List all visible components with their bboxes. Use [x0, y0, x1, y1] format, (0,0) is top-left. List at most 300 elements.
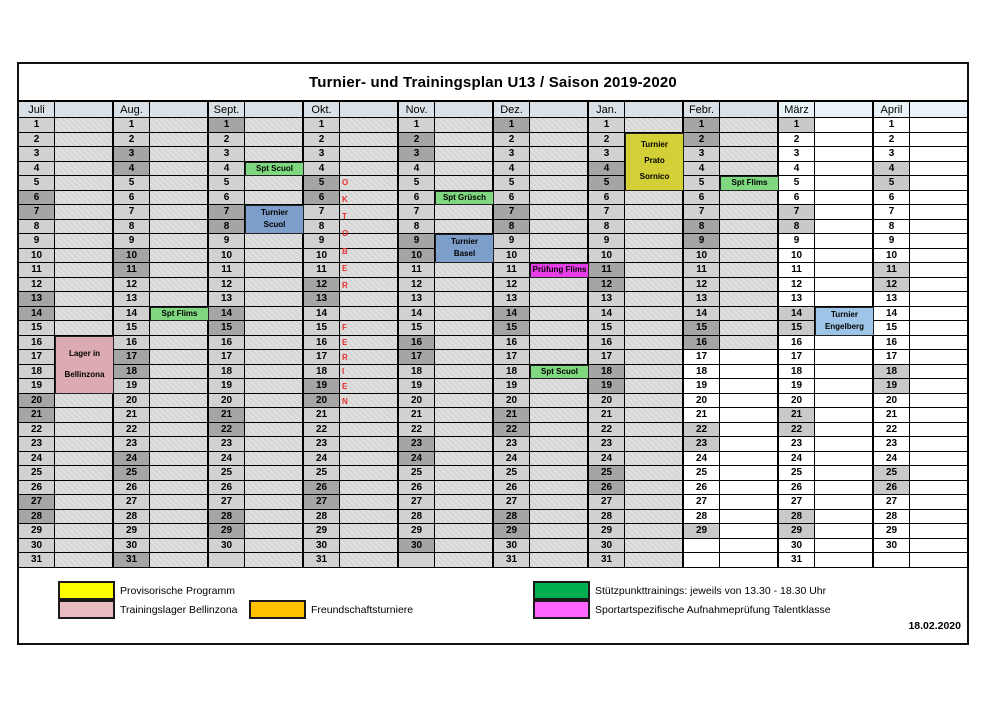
event-cell — [720, 220, 779, 235]
event-cell — [340, 466, 399, 481]
day-cell: 27 — [494, 495, 530, 510]
event-cell — [340, 307, 399, 322]
event-cell — [625, 118, 684, 133]
day-cell: 24 — [209, 452, 245, 467]
event-cell — [245, 133, 304, 148]
event-cell — [55, 539, 114, 554]
day-cell: 25 — [114, 466, 150, 481]
event-cell — [340, 379, 399, 394]
day-cell: 16 — [779, 336, 815, 351]
day-cell: 3 — [684, 147, 720, 162]
day-cell: 30 — [494, 539, 530, 554]
day-cell: 11 — [399, 263, 435, 278]
event-cell — [340, 292, 399, 307]
day-cell: 4 — [304, 162, 340, 177]
day-cell: 15 — [19, 321, 55, 336]
day-cell: 27 — [399, 495, 435, 510]
day-cell: 29 — [19, 524, 55, 539]
day-cell: 5 — [19, 176, 55, 191]
day-cell: 2 — [19, 133, 55, 148]
month-header-event-col — [910, 102, 969, 118]
day-cell: 15 — [779, 321, 815, 336]
day-cell: 12 — [209, 278, 245, 293]
event-cell — [910, 118, 969, 133]
event-cell — [150, 510, 209, 525]
event-cell — [55, 191, 114, 206]
day-cell: 16 — [874, 336, 910, 351]
day-cell: 3 — [19, 147, 55, 162]
day-cell: 5 — [779, 176, 815, 191]
day-cell: 8 — [304, 220, 340, 235]
annotation-letter: R — [342, 352, 348, 362]
event-cell — [340, 350, 399, 365]
day-cell: 20 — [779, 394, 815, 409]
day-cell: 13 — [209, 292, 245, 307]
event-cell — [340, 191, 399, 206]
event-cell — [150, 147, 209, 162]
event-cell — [340, 481, 399, 496]
day-cell: 28 — [494, 510, 530, 525]
event-cell — [530, 147, 589, 162]
event-cell — [625, 278, 684, 293]
event-cell — [150, 205, 209, 220]
event-cell — [55, 133, 114, 148]
day-cell: 4 — [779, 162, 815, 177]
day-cell: 7 — [779, 205, 815, 220]
event-label-line: Scuol — [263, 220, 286, 230]
calendar-event-turnier-prato-sornico — [625, 133, 684, 191]
event-label-line: Spt Grüsch — [442, 192, 487, 202]
day-cell: 22 — [19, 423, 55, 438]
event-cell — [340, 539, 399, 554]
event-cell — [625, 336, 684, 351]
event-cell — [720, 466, 779, 481]
legend-label-provisorisch: Provisorische Programm — [120, 584, 235, 597]
month-header: Febr. — [684, 102, 720, 118]
day-cell: 3 — [209, 147, 245, 162]
event-cell — [720, 481, 779, 496]
event-label-line: Prüfung Flims — [532, 265, 587, 275]
event-cell — [435, 466, 494, 481]
event-cell — [245, 365, 304, 380]
event-cell — [625, 394, 684, 409]
day-cell: 6 — [209, 191, 245, 206]
day-cell: 7 — [304, 205, 340, 220]
event-cell — [435, 147, 494, 162]
event-cell — [55, 147, 114, 162]
event-cell — [910, 524, 969, 539]
event-cell — [245, 321, 304, 336]
event-cell — [530, 466, 589, 481]
event-cell — [910, 234, 969, 249]
event-label-line: Basel — [453, 249, 476, 259]
day-cell: 6 — [779, 191, 815, 206]
event-label-line: Bellinzona — [64, 370, 105, 380]
event-cell — [435, 350, 494, 365]
day-cell: 18 — [589, 365, 625, 380]
event-cell — [245, 452, 304, 467]
day-cell: 8 — [684, 220, 720, 235]
event-cell — [340, 423, 399, 438]
day-cell: 30 — [304, 539, 340, 554]
event-cell — [150, 437, 209, 452]
day-cell: 20 — [19, 394, 55, 409]
month-header-event-col — [340, 102, 399, 118]
month-header-event-col — [720, 102, 779, 118]
day-cell: 1 — [874, 118, 910, 133]
event-cell — [245, 423, 304, 438]
day-cell: 2 — [209, 133, 245, 148]
day-cell: 14 — [114, 307, 150, 322]
day-cell: 20 — [874, 394, 910, 409]
day-cell: 17 — [19, 350, 55, 365]
day-cell: 21 — [19, 408, 55, 423]
day-cell: 29 — [779, 524, 815, 539]
annotation-letter: T — [342, 212, 347, 222]
event-cell — [910, 205, 969, 220]
day-cell: 25 — [779, 466, 815, 481]
event-cell — [815, 466, 874, 481]
day-cell: 21 — [779, 408, 815, 423]
event-cell — [815, 379, 874, 394]
day-cell: 29 — [304, 524, 340, 539]
event-cell — [150, 495, 209, 510]
day-cell: 29 — [399, 524, 435, 539]
event-cell — [815, 365, 874, 380]
day-cell: 14 — [304, 307, 340, 322]
day-cell: 12 — [304, 278, 340, 293]
month-header: April — [874, 102, 910, 118]
day-cell: 3 — [114, 147, 150, 162]
event-cell — [340, 394, 399, 409]
event-cell — [150, 553, 209, 568]
event-cell — [815, 292, 874, 307]
day-cell: 2 — [304, 133, 340, 148]
event-cell — [150, 539, 209, 554]
day-cell: 19 — [399, 379, 435, 394]
event-cell — [720, 307, 779, 322]
day-cell: 11 — [684, 263, 720, 278]
day-cell: 19 — [114, 379, 150, 394]
day-cell: 2 — [589, 133, 625, 148]
event-cell — [55, 220, 114, 235]
day-cell: 6 — [494, 191, 530, 206]
day-cell: 31 — [589, 553, 625, 568]
day-cell: 23 — [874, 437, 910, 452]
day-cell: 6 — [304, 191, 340, 206]
day-cell: 3 — [589, 147, 625, 162]
day-cell: 16 — [19, 336, 55, 351]
day-cell: 7 — [19, 205, 55, 220]
calendar-grid — [19, 100, 969, 568]
day-cell: 12 — [114, 278, 150, 293]
event-cell — [720, 408, 779, 423]
day-cell: 18 — [874, 365, 910, 380]
day-cell: 2 — [874, 133, 910, 148]
event-cell — [625, 249, 684, 264]
event-cell — [625, 263, 684, 278]
event-cell — [625, 539, 684, 554]
event-cell — [435, 510, 494, 525]
event-cell — [435, 524, 494, 539]
event-cell — [340, 118, 399, 133]
day-cell: 7 — [494, 205, 530, 220]
event-cell — [815, 278, 874, 293]
day-cell: 29 — [209, 524, 245, 539]
event-cell — [530, 408, 589, 423]
legend-label-trainingslager: Trainingslager Bellinzona — [120, 603, 238, 616]
event-cell — [815, 553, 874, 568]
day-cell: 29 — [494, 524, 530, 539]
empty-day-cell — [399, 553, 435, 568]
day-cell: 1 — [399, 118, 435, 133]
event-cell — [435, 379, 494, 394]
event-cell — [245, 292, 304, 307]
day-cell: 1 — [209, 118, 245, 133]
day-cell: 22 — [589, 423, 625, 438]
event-cell — [530, 321, 589, 336]
day-cell: 8 — [874, 220, 910, 235]
day-cell: 24 — [304, 452, 340, 467]
day-cell: 10 — [874, 249, 910, 264]
day-cell: 28 — [779, 510, 815, 525]
event-cell — [815, 336, 874, 351]
event-cell — [340, 133, 399, 148]
day-cell: 26 — [684, 481, 720, 496]
day-cell: 30 — [399, 539, 435, 554]
event-cell — [150, 162, 209, 177]
day-cell: 11 — [114, 263, 150, 278]
day-cell: 1 — [589, 118, 625, 133]
day-cell: 18 — [684, 365, 720, 380]
event-cell — [530, 292, 589, 307]
event-cell — [530, 278, 589, 293]
event-cell — [150, 118, 209, 133]
day-cell: 26 — [19, 481, 55, 496]
day-cell: 11 — [589, 263, 625, 278]
event-cell — [720, 350, 779, 365]
day-cell: 25 — [209, 466, 245, 481]
day-cell: 12 — [874, 278, 910, 293]
day-cell: 23 — [589, 437, 625, 452]
day-cell: 4 — [874, 162, 910, 177]
day-cell: 19 — [779, 379, 815, 394]
annotation-letter: N — [342, 396, 348, 406]
event-cell — [530, 423, 589, 438]
day-cell: 11 — [779, 263, 815, 278]
event-cell — [910, 220, 969, 235]
day-cell: 21 — [684, 408, 720, 423]
day-cell: 13 — [494, 292, 530, 307]
annotation-letter: F — [342, 323, 347, 332]
legend-swatch-trainingslager — [58, 600, 115, 619]
event-cell — [720, 394, 779, 409]
annotation-letter: I — [342, 367, 345, 377]
day-cell: 11 — [494, 263, 530, 278]
day-cell: 7 — [399, 205, 435, 220]
empty-day-cell — [209, 553, 245, 568]
event-cell — [340, 220, 399, 235]
event-cell — [435, 278, 494, 293]
event-cell — [530, 481, 589, 496]
day-cell: 27 — [304, 495, 340, 510]
event-cell — [910, 321, 969, 336]
day-cell: 4 — [114, 162, 150, 177]
event-cell — [150, 336, 209, 351]
event-cell — [245, 495, 304, 510]
legend-label-freundschaftsturniere: Freundschaftsturniere — [311, 603, 414, 616]
event-cell — [245, 539, 304, 554]
annotation-letter: K — [342, 195, 348, 205]
month-header: März — [779, 102, 815, 118]
day-cell: 3 — [779, 147, 815, 162]
event-cell — [150, 220, 209, 235]
event-cell — [910, 147, 969, 162]
event-cell — [55, 452, 114, 467]
day-cell: 18 — [114, 365, 150, 380]
day-cell: 8 — [19, 220, 55, 235]
event-label-line: Spt Scuol — [541, 366, 578, 376]
day-cell: 15 — [874, 321, 910, 336]
day-cell: 5 — [209, 176, 245, 191]
event-cell — [245, 263, 304, 278]
event-cell — [245, 278, 304, 293]
empty-day-cell — [684, 539, 720, 554]
event-cell — [530, 336, 589, 351]
day-cell: 27 — [209, 495, 245, 510]
event-cell — [910, 133, 969, 148]
event-cell — [720, 495, 779, 510]
event-cell — [530, 162, 589, 177]
day-cell: 29 — [874, 524, 910, 539]
day-cell: 8 — [399, 220, 435, 235]
day-cell: 5 — [494, 176, 530, 191]
month-header-event-col — [150, 102, 209, 118]
event-cell — [815, 118, 874, 133]
event-cell — [530, 495, 589, 510]
event-cell — [530, 539, 589, 554]
day-cell: 17 — [494, 350, 530, 365]
day-cell: 23 — [19, 437, 55, 452]
event-cell — [435, 205, 494, 220]
day-cell: 13 — [19, 292, 55, 307]
event-cell — [720, 539, 779, 554]
day-cell: 25 — [494, 466, 530, 481]
event-cell — [55, 162, 114, 177]
day-cell: 14 — [494, 307, 530, 322]
event-cell — [435, 452, 494, 467]
event-cell — [55, 510, 114, 525]
event-cell — [150, 452, 209, 467]
day-cell: 3 — [494, 147, 530, 162]
day-cell: 13 — [874, 292, 910, 307]
day-cell: 9 — [494, 234, 530, 249]
day-cell: 2 — [684, 133, 720, 148]
event-cell — [530, 524, 589, 539]
event-cell — [530, 191, 589, 206]
event-cell — [150, 350, 209, 365]
event-cell — [625, 495, 684, 510]
day-cell: 20 — [304, 394, 340, 409]
day-cell: 11 — [874, 263, 910, 278]
event-cell — [625, 292, 684, 307]
event-cell — [340, 336, 399, 351]
day-cell: 22 — [114, 423, 150, 438]
event-cell — [150, 365, 209, 380]
day-cell: 8 — [209, 220, 245, 235]
event-label-line: Turnier — [451, 237, 478, 247]
day-cell: 14 — [779, 307, 815, 322]
day-cell: 21 — [114, 408, 150, 423]
event-cell — [55, 466, 114, 481]
day-cell: 16 — [399, 336, 435, 351]
day-cell: 31 — [19, 553, 55, 568]
day-cell: 16 — [684, 336, 720, 351]
day-cell: 2 — [399, 133, 435, 148]
day-cell: 14 — [19, 307, 55, 322]
month-header-event-col — [530, 102, 589, 118]
event-cell — [720, 437, 779, 452]
day-cell: 24 — [19, 452, 55, 467]
day-cell: 30 — [209, 539, 245, 554]
day-cell: 24 — [779, 452, 815, 467]
day-cell: 19 — [684, 379, 720, 394]
event-cell — [340, 452, 399, 467]
event-cell — [815, 408, 874, 423]
calendar-event-spt-gr-sch — [435, 191, 494, 206]
day-cell: 9 — [399, 234, 435, 249]
day-cell: 10 — [684, 249, 720, 264]
event-cell — [910, 263, 969, 278]
event-cell — [625, 510, 684, 525]
day-cell: 28 — [114, 510, 150, 525]
event-cell — [435, 394, 494, 409]
day-cell: 21 — [304, 408, 340, 423]
day-cell: 12 — [399, 278, 435, 293]
calendar-event-turnier-basel — [435, 234, 494, 263]
day-cell: 5 — [589, 176, 625, 191]
event-cell — [625, 191, 684, 206]
event-cell — [815, 423, 874, 438]
event-cell — [245, 394, 304, 409]
event-cell — [815, 524, 874, 539]
month-header: Nov. — [399, 102, 435, 118]
event-cell — [245, 553, 304, 568]
event-cell — [150, 379, 209, 394]
day-cell: 21 — [209, 408, 245, 423]
event-cell — [245, 350, 304, 365]
day-cell: 12 — [779, 278, 815, 293]
event-cell — [720, 249, 779, 264]
day-cell: 19 — [19, 379, 55, 394]
day-cell: 17 — [304, 350, 340, 365]
event-cell — [625, 524, 684, 539]
day-cell: 15 — [209, 321, 245, 336]
day-cell: 19 — [494, 379, 530, 394]
event-cell — [530, 350, 589, 365]
day-cell: 12 — [684, 278, 720, 293]
event-cell — [910, 437, 969, 452]
event-cell — [530, 553, 589, 568]
event-cell — [625, 350, 684, 365]
day-cell: 21 — [494, 408, 530, 423]
event-cell — [910, 553, 969, 568]
day-cell: 21 — [399, 408, 435, 423]
event-cell — [435, 321, 494, 336]
event-cell — [150, 278, 209, 293]
event-cell — [150, 481, 209, 496]
day-cell: 22 — [399, 423, 435, 438]
